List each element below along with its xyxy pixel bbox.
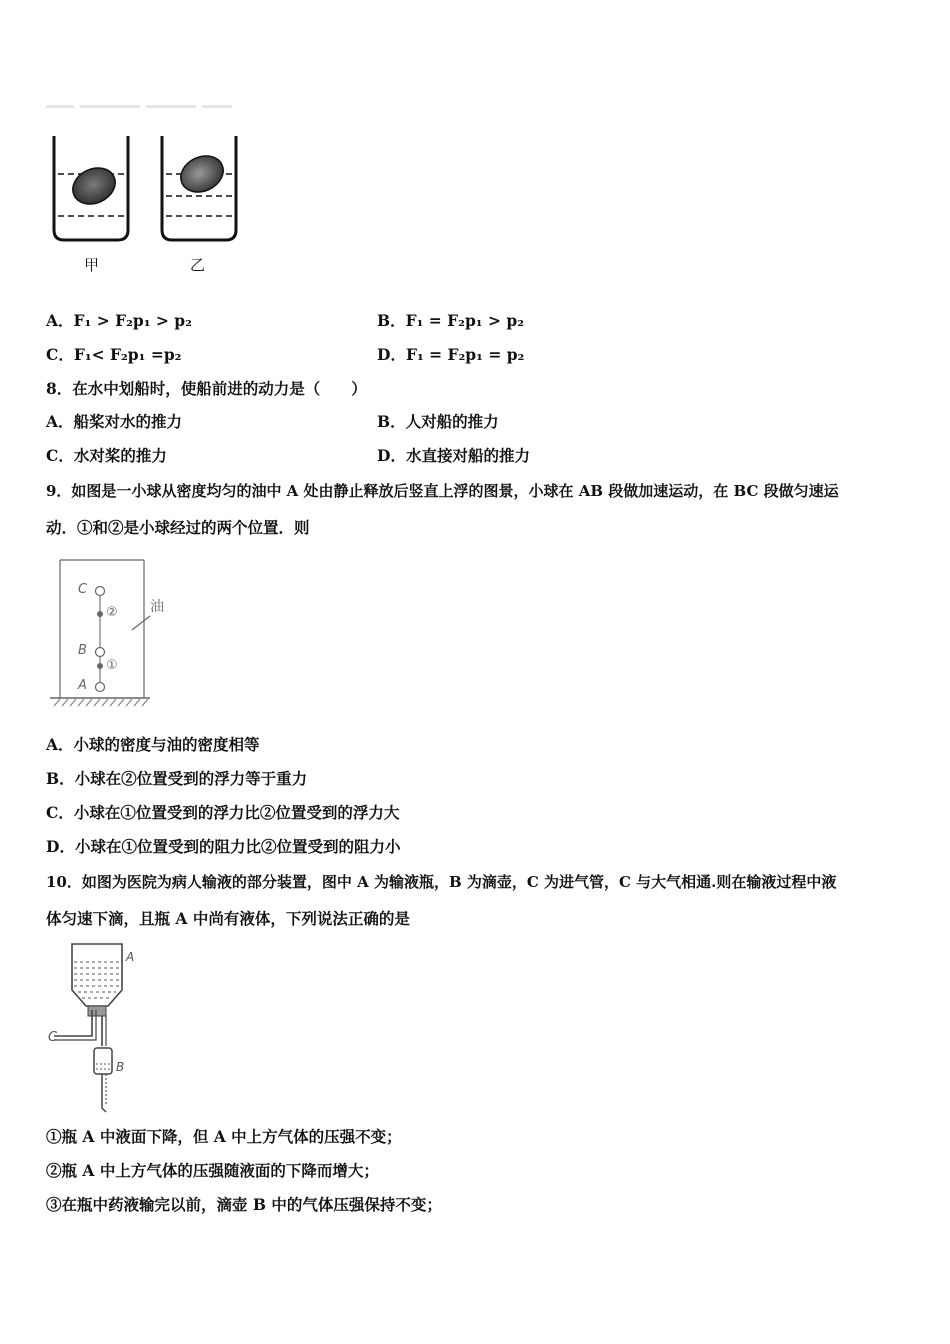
q8-option-b: B．人对船的推力: [377, 412, 499, 431]
figure-beakers: [46, 130, 256, 280]
q10-statement-2: ②瓶 A 中上方气体的压强随液面的下降而增大；: [46, 1161, 379, 1180]
q7-option-c: C．F₁< F₂p₁ =p₂: [46, 345, 182, 364]
fig9-label-c: C: [78, 582, 88, 597]
fig9-label-b: B: [78, 643, 87, 658]
fig9-label-oil: 油: [150, 599, 164, 615]
figure-infusion: [46, 940, 146, 1116]
fig9-label-2: ②: [106, 605, 118, 620]
q9-stem-line2: 动．①和②是小球经过的两个位置．则: [46, 518, 310, 537]
q7-option-a: A．F₁ > F₂p₁ > p₂: [46, 311, 192, 330]
figure-oil-column: [46, 556, 176, 714]
q10-stem-line2: 体匀速下滴，且瓶 A 中尚有液体，下列说法正确的是: [46, 909, 410, 928]
beakers-diagram: [46, 130, 256, 280]
q9-option-a: A．小球的密度与油的密度相等: [46, 735, 260, 754]
figure-label-yi: 乙: [190, 256, 206, 274]
fig10-label-b: B: [116, 1060, 125, 1074]
q8-stem: 8．在水中划船时，使船前进的动力是（ ）: [46, 379, 367, 398]
q8-option-c: C．水对桨的推力: [46, 446, 167, 465]
faint-header-residue: [46, 96, 242, 104]
fig10-label-a: A: [126, 950, 135, 964]
figure-label-jia: 甲: [84, 256, 100, 274]
beaker-yi: [162, 136, 236, 240]
q8-option-a: A．船桨对水的推力: [46, 412, 183, 431]
q8-option-d: D．水直接对船的推力: [377, 446, 530, 465]
q10-statement-1: ①瓶 A 中液面下降，但 A 中上方气体的压强不变；: [46, 1127, 402, 1146]
oil-column-diagram: [46, 556, 176, 714]
q10-statement-3: ③在瓶中药液输完以前，滴壶 B 中的气体压强保持不变；: [46, 1195, 442, 1214]
infusion-diagram: [46, 940, 146, 1116]
q9-stem-line1: 9．如图是一小球从密度均匀的油中 A 处由静止释放后竖直上浮的图景，小球在 AB 段做加速运动，在 BC 段做匀速运: [46, 482, 839, 500]
q9-option-d: D．小球在①位置受到的阻力比②位置受到的阻力小: [46, 837, 401, 856]
fig10-label-c: C: [48, 1030, 58, 1045]
q10-stem-line1: 10．如图为医院为病人输液的部分装置，图中 A 为输液瓶，B 为滴壶，C 为进气管，C 与大气相通.则在输液过程中液: [46, 873, 837, 891]
q7-option-b: B．F₁ = F₂p₁ > p₂: [377, 311, 525, 330]
q7-option-d: D．F₁ = F₂p₁ = p₂: [377, 345, 525, 364]
fig9-label-a: A: [78, 678, 87, 693]
beaker-jia: [54, 136, 128, 240]
q9-option-c: C．小球在①位置受到的浮力比②位置受到的浮力大: [46, 803, 400, 822]
q9-option-b: B．小球在②位置受到的浮力等于重力: [46, 769, 308, 788]
fig9-label-1: ①: [106, 658, 118, 673]
